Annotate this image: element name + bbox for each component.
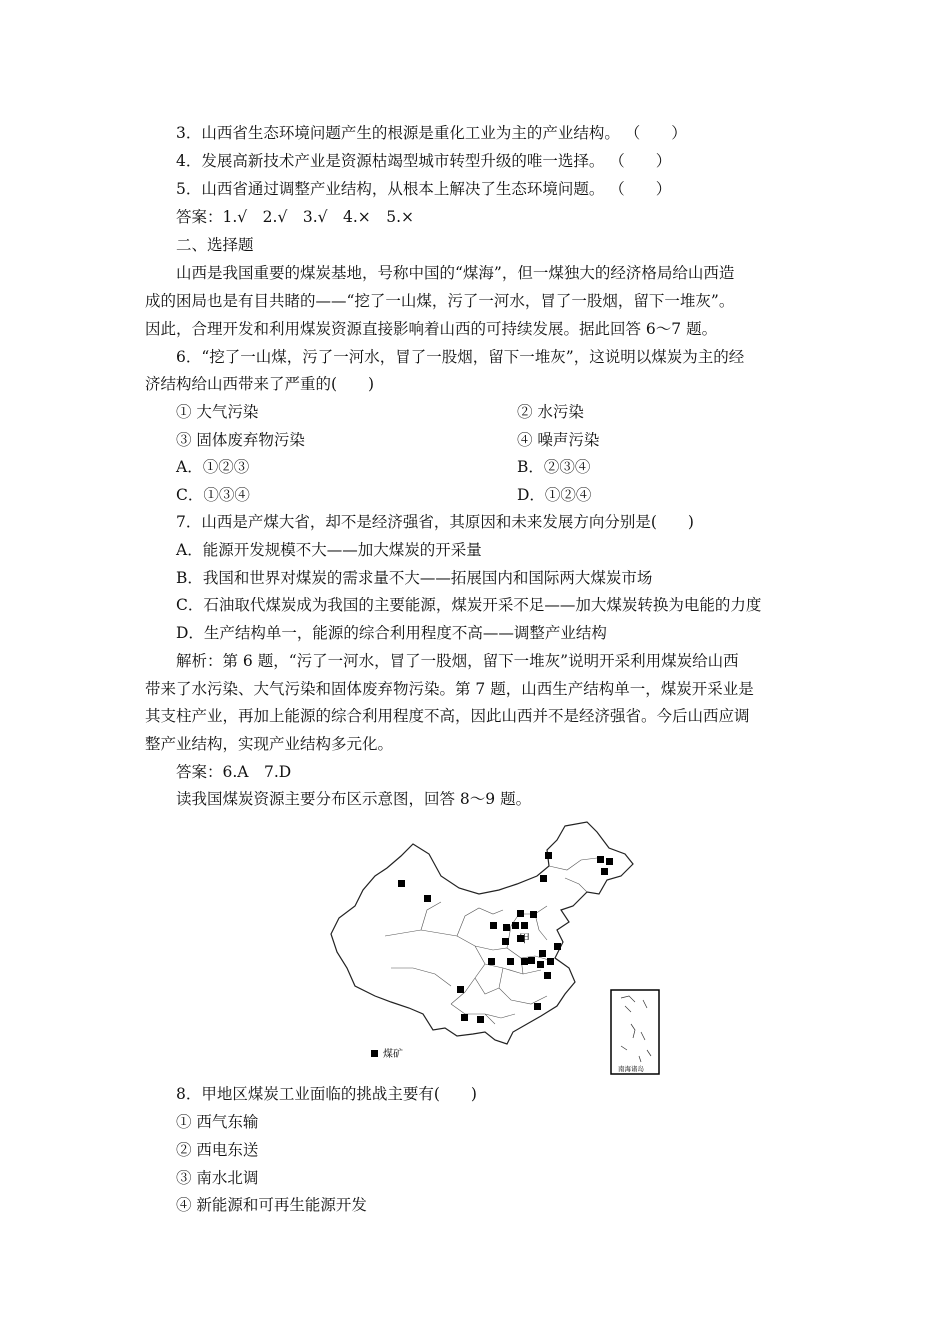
coal-distribution-map — [325, 818, 685, 1080]
q6-item-3: ③ 固体废弃物污染 — [176, 431, 305, 449]
intro-line-1: 山西是我国重要的煤炭基地，号称中国的“煤海”，但一煤独大的经济格局给山西造 — [176, 264, 735, 282]
question-7-stem: 7．山西是产煤大省，却不是经济强省，其原因和未来发展方向分别是( ) — [176, 513, 694, 531]
q6-option-d: D．①②④ — [517, 486, 592, 504]
coal-mine-marker — [398, 880, 405, 887]
coal-mine-marker — [539, 950, 546, 957]
coal-mine-marker — [517, 910, 524, 917]
q8-item-1: ① 西气东输 — [176, 1113, 259, 1131]
china-map-figure — [325, 818, 685, 1080]
coal-mine-marker — [461, 1014, 468, 1021]
q6-item-2: ② 水污染 — [517, 403, 584, 421]
legend-label: 煤矿 — [383, 1049, 403, 1060]
legend-coal-icon — [371, 1050, 378, 1057]
intro-line-2: 成的困局也是有目共睹的——“挖了一山煤，污了一河水，冒了一股烟，留下一堆灰”。 — [145, 292, 735, 310]
q8-item-3: ③ 南水北调 — [176, 1169, 259, 1187]
jia-label: 甲 — [519, 932, 530, 945]
section-title: 二、选择题 — [176, 236, 254, 254]
coal-markers — [398, 852, 613, 1023]
coal-mine-marker — [477, 1016, 484, 1023]
inset-label: 南海诸岛 — [618, 1065, 644, 1073]
coal-mine-marker — [601, 868, 608, 875]
question-3: 3．山西省生态环境问题产生的根源是重化工业为主的产业结构。 （ ） — [176, 124, 687, 142]
analysis-line-2: 带来了水污染、大气污染和固体废弃物污染。第 7 题，山西生产结构单一，煤炭开采业是 — [145, 680, 754, 698]
q8-item-4: ④ 新能源和可再生能源开发 — [176, 1196, 367, 1214]
q6-item-1: ① 大气污染 — [176, 403, 259, 421]
judgement-answer: 答案：1.√ 2.√ 3.√ 4.× 5.× — [176, 208, 415, 226]
china-outline — [331, 822, 633, 1044]
coal-mine-marker — [530, 911, 537, 918]
q6-item-4: ④ 噪声污染 — [517, 431, 600, 449]
coal-mine-marker — [547, 958, 554, 965]
coal-mine-marker — [507, 958, 514, 965]
q7-option-a: A．能源开发规模不大——加大煤炭的开采量 — [176, 541, 482, 559]
coal-mine-marker — [528, 957, 535, 964]
coal-mine-marker — [534, 1003, 541, 1010]
coal-mine-marker — [544, 972, 551, 979]
south-china-sea-inset — [611, 990, 659, 1074]
question-4: 4．发展高新技术产业是资源枯竭型城市转型升级的唯一选择。 （ ） — [176, 152, 672, 170]
coal-mine-marker — [424, 895, 431, 902]
q6-option-c: C．①③④ — [176, 486, 250, 504]
analysis-line-4: 整产业结构，实现产业结构多元化。 — [145, 735, 394, 753]
coal-mine-marker — [537, 961, 544, 968]
question-6-line-1: 6．“挖了一山煤，污了一河水，冒了一股烟，留下一堆灰”，这说明以煤炭为主的经 — [176, 348, 745, 366]
coal-mine-marker — [457, 986, 464, 993]
coal-mine-marker — [521, 922, 528, 929]
coal-mine-marker — [503, 924, 510, 931]
q7-option-d: D．生产结构单一，能源的综合利用程度不高——调整产业结构 — [176, 624, 607, 642]
map-intro: 读我国煤炭资源主要分布区示意图，回答 8～9 题。 — [176, 790, 532, 808]
inset-frame — [611, 990, 659, 1074]
coal-mine-marker — [502, 938, 509, 945]
coal-mine-marker — [545, 852, 552, 859]
coal-mine-marker — [606, 858, 613, 865]
q7-option-b: B．我国和世界对煤炭的需求量不大——拓展国内和国际两大煤炭市场 — [176, 569, 653, 587]
analysis-line-3: 其支柱产业，再加上能源的综合利用程度不高，因此山西并不是经济强省。今后山西应调 — [145, 707, 750, 725]
analysis-answer: 答案：6.A 7.D — [176, 763, 292, 781]
q6-option-a: A．①②③ — [176, 458, 250, 476]
intro-line-3: 因此，合理开发和利用煤炭资源直接影响着山西的可持续发展。据此回答 6～7 题。 — [145, 320, 718, 338]
question-6-line-2: 济结构给山西带来了严重的( ) — [145, 375, 375, 393]
coal-mine-marker — [540, 875, 547, 882]
coal-mine-marker — [521, 958, 528, 965]
coal-mine-marker — [554, 943, 561, 950]
q8-item-2: ② 西电东送 — [176, 1141, 259, 1159]
q6-option-b: B．②③④ — [517, 458, 591, 476]
coal-mine-marker — [512, 922, 519, 929]
analysis-line-1: 解析：第 6 题，“污了一河水，冒了一股烟，留下一堆灰”说明开采利用煤炭给山西 — [176, 652, 739, 670]
q7-option-c: C．石油取代煤炭成为我国的主要能源，煤炭开采不足——加大煤炭转换为电能的力度 — [176, 596, 762, 614]
map-legend — [371, 1047, 403, 1060]
question-8-stem: 8．甲地区煤炭工业面临的挑战主要有( ) — [176, 1085, 477, 1103]
question-5: 5．山西省通过调整产业结构，从根本上解决了生态环境问题。 （ ） — [176, 180, 672, 198]
province-borders — [385, 858, 597, 1024]
coal-mine-marker — [488, 958, 495, 965]
coal-mine-marker — [490, 922, 497, 929]
coal-mine-marker — [597, 856, 604, 863]
